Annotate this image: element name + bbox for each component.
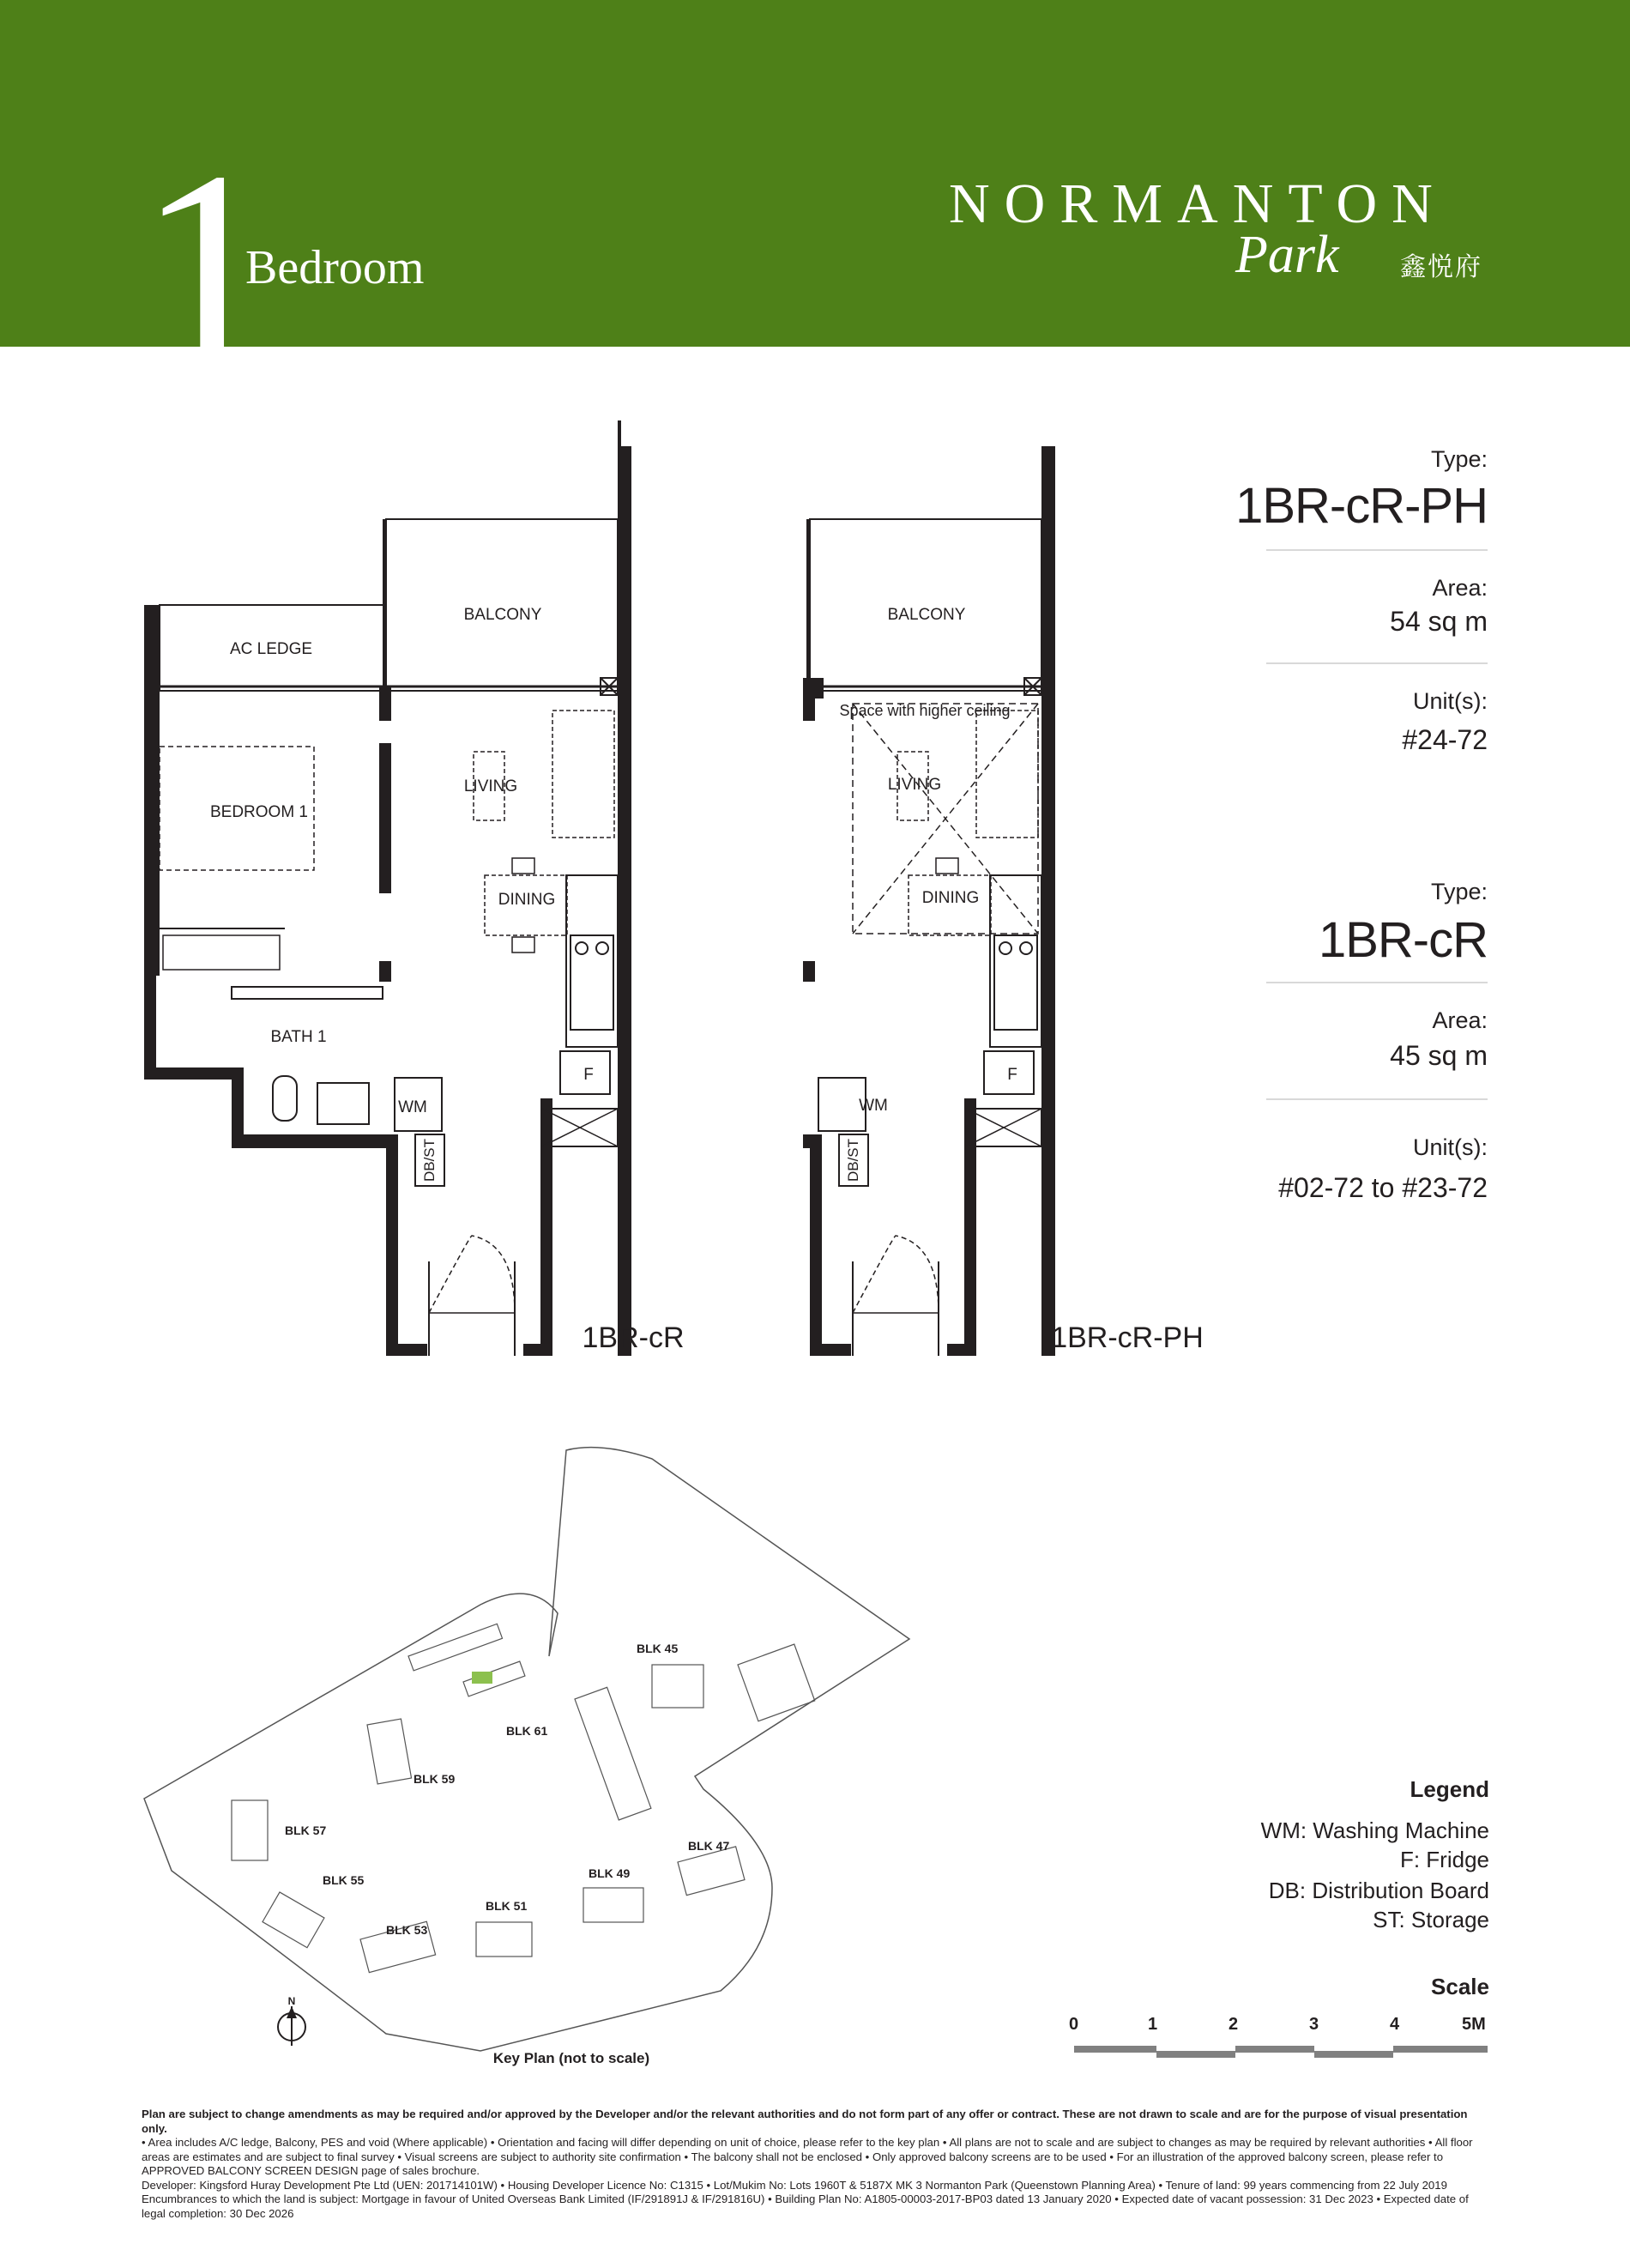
room-wm: WM <box>859 1097 888 1115</box>
units-label: Unit(s): <box>1413 688 1488 714</box>
brand-logo-name: NORMANTON <box>949 172 1447 235</box>
room-dbst: DB/ST <box>845 1138 861 1182</box>
area-label: Area: <box>1432 1007 1488 1033</box>
scale-tick: 0 <box>1069 2015 1079 2034</box>
unit-type-name: 1BR-cR <box>1318 912 1488 968</box>
units-value: #24-72 <box>1402 724 1488 755</box>
room-fridge: F <box>1007 1066 1017 1084</box>
room-dbst: DB/ST <box>421 1138 438 1182</box>
bedroom-label: Bedroom <box>245 241 425 294</box>
room-balcony: BALCONY <box>463 606 542 624</box>
type-label: Type: <box>1430 446 1488 472</box>
room-dining: DINING <box>498 891 556 909</box>
room-bath: BATH 1 <box>270 1028 327 1046</box>
room-higher-ceiling: Space with higher ceiling <box>839 702 1011 719</box>
scale-tick: 2 <box>1229 2015 1239 2034</box>
key-plan-caption: Key Plan (not to scale) <box>492 2050 650 2066</box>
disclaimer <box>142 2108 1490 2221</box>
block-label: BLK 45 <box>637 1642 679 1655</box>
unit-type-name: 1BR-cR-PH <box>1235 478 1488 534</box>
area-value: 45 sq m <box>1390 1040 1488 1071</box>
plan-name: 1BR-cR-PH <box>1051 1321 1204 1354</box>
legend-item: F: Fridge <box>1399 1847 1489 1872</box>
block-label: BLK 57 <box>285 1823 327 1837</box>
room-dining: DINING <box>921 889 980 907</box>
block-label: BLK 53 <box>386 1923 428 1937</box>
room-living: LIVING <box>463 777 518 795</box>
brand-logo-chinese: 鑫悦府 <box>1400 253 1482 281</box>
units-value: #02-72 to #23-72 <box>1278 1172 1488 1203</box>
room-wm: WM <box>398 1098 427 1116</box>
block-label: BLK 49 <box>589 1866 631 1880</box>
disclaimer-line: • Area includes A/C ledge, Balcony, PES and void (Where applicable) • Orientation and facing will differ depending on unit of choice, please refer to the key plan • All plans are not to scale and are subject to changes as may be required by relevant authorities • All floor areas are estimates and are subject to final survey • Visual screens are subject to authority site confirmation • The balcony shall not be enclosed • Only approved balcony screens are to be used • For an illustration of the approved balcony screen, please refer to APPROVED BALCONY SCREEN DESIGN page of sales brochure. <box>142 2136 1473 2177</box>
room-fridge: F <box>583 1066 594 1084</box>
disclaimer-line: Developer: Kingsford Huray Development Pte Ltd (UEN: 201714101W) • Housing Developer Licence No: C1315 • Lot/Mukim No: Lots 1960T & 5187X MK 3 Normanton Park (Queenstown Planning Area) • Tenure of land: 99 years commencing from 22 July 2019 Encumbrances to which the land is subject: Mortgage in favour of United Overseas Bank Limited (IF/291891J & IF/291816U) • Building Plan No: A1805-00003-2017-BP03 dated 13 January 2020 • Expected date of vacant possession: 31 Dec 2023 • Expected date of legal completion: 30 Dec 2026 <box>142 2178 1469 2220</box>
floor-plan-1br-cr <box>144 420 685 1356</box>
legend-title: Legend <box>1410 1776 1489 1802</box>
room-ac-ledge: AC LEDGE <box>229 640 313 658</box>
north-label: N <box>287 1995 296 2007</box>
bedroom-count: 1 <box>137 113 279 426</box>
legend-item: WM: Washing Machine <box>1260 1817 1489 1843</box>
block-label: BLK 47 <box>688 1839 730 1853</box>
block-label: BLK 59 <box>414 1772 456 1786</box>
room-balcony: BALCONY <box>887 606 966 624</box>
block-label: BLK 55 <box>323 1873 365 1887</box>
plan-name: 1BR-cR <box>582 1321 685 1354</box>
block-label: BLK 61 <box>506 1724 548 1738</box>
legend-item: ST: Storage <box>1373 1907 1489 1932</box>
room-living: LIVING <box>887 776 942 794</box>
scale-tick: 5M <box>1462 2015 1486 2034</box>
scale-tick: 3 <box>1309 2015 1319 2034</box>
brand-logo-sub: Park <box>1235 226 1339 284</box>
block-label: BLK 51 <box>486 1899 528 1913</box>
floor-plan-1br-cr-ph <box>803 446 1204 1579</box>
room-bedroom: BEDROOM 1 <box>209 803 309 821</box>
type-label: Type: <box>1430 879 1488 904</box>
disclaimer-line: Plan are subject to change amendments as may be required and/or approved by the Developer and/or the relevant authorities and do not form part of any offer or contract. These are not drawn to scale and are for the purpose of visual presentation only. <box>142 2108 1468 2135</box>
scale-bar <box>1074 2046 1488 2058</box>
scale-title: Scale <box>1431 1974 1489 1999</box>
scale-tick: 4 <box>1390 2015 1400 2034</box>
north-arrow-icon <box>278 2006 305 2046</box>
area-label: Area: <box>1432 575 1488 601</box>
key-plan <box>144 1448 909 2066</box>
legend-item: DB: Distribution Board <box>1268 1878 1489 1903</box>
area-value: 54 sq m <box>1390 606 1488 637</box>
scale-tick: 1 <box>1148 2015 1158 2034</box>
units-label: Unit(s): <box>1413 1134 1488 1160</box>
